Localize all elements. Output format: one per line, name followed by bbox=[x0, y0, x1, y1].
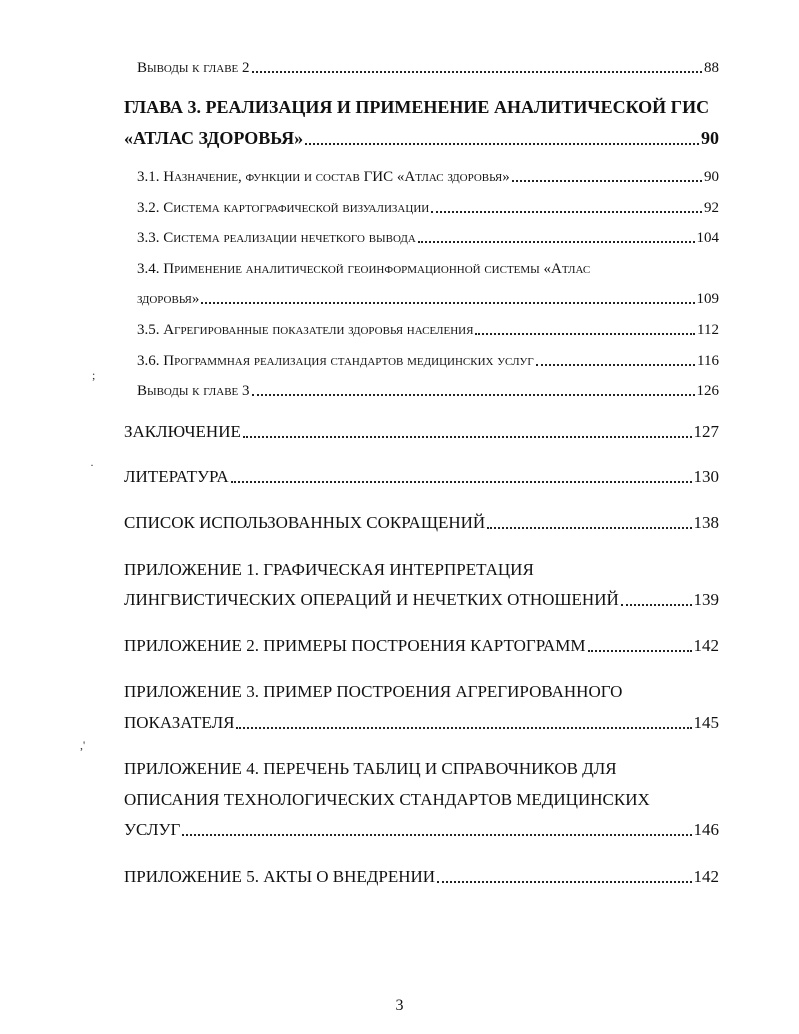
toc-entry-title: 3.2. Система картографической визуализации bbox=[137, 200, 430, 216]
dot-leader bbox=[431, 211, 702, 213]
scan-speck: ,' bbox=[80, 738, 86, 752]
dot-leader bbox=[305, 143, 699, 145]
toc-entry-3-2 bbox=[137, 200, 719, 217]
toc-entry-title: «АТЛАС ЗДОРОВЬЯ» bbox=[124, 128, 304, 148]
toc-entry-page: 130 bbox=[693, 467, 719, 486]
toc-entry-title: здоровья» bbox=[137, 291, 200, 307]
toc-entry-page: 104 bbox=[696, 230, 719, 246]
toc-entry-page: 142 bbox=[693, 867, 719, 886]
toc-entry-app2 bbox=[124, 636, 719, 656]
toc-app3-line1: ПРИЛОЖЕНИЕ 3. ПРИМЕР ПОСТРОЕНИЯ АГРЕГИРОВАННОГО bbox=[124, 682, 623, 701]
toc-entry-title: ПРИЛОЖЕНИЕ 2. ПРИМЕРЫ ПОСТРОЕНИЯ КАРТОГРАММ bbox=[124, 636, 586, 655]
toc-entry-page: 90 bbox=[704, 169, 719, 185]
toc-entry-app3 bbox=[124, 713, 719, 733]
toc-entry-3-1 bbox=[137, 169, 719, 186]
toc-entry-title: ЗАКЛЮЧЕНИЕ bbox=[124, 422, 241, 441]
toc-entry-title: 3.5. Агрегированные показатели здоровья населения bbox=[137, 322, 474, 338]
toc-entry-page: 145 bbox=[693, 713, 719, 732]
toc-entry-title: ЛИНГВИСТИЧЕСКИХ ОПЕРАЦИЙ И НЕЧЕТКИХ ОТНОШЕНИЙ bbox=[124, 590, 619, 609]
dot-leader bbox=[243, 436, 692, 438]
toc-entry-chapter3 bbox=[124, 128, 719, 149]
dot-leader bbox=[182, 834, 691, 836]
toc-entry-3-5 bbox=[137, 322, 719, 339]
dot-leader bbox=[236, 727, 691, 729]
toc-entry-literature bbox=[124, 467, 719, 487]
dot-leader bbox=[475, 333, 695, 335]
toc-entry-title: 3.6. Программная реализация стандартов медицинских услуг bbox=[137, 353, 534, 369]
dot-leader bbox=[536, 364, 695, 366]
dot-leader bbox=[437, 881, 691, 883]
toc-entry-3-4 bbox=[137, 291, 719, 308]
toc-entry-title: ПРИЛОЖЕНИЕ 5. АКТЫ О ВНЕДРЕНИИ bbox=[124, 867, 436, 886]
page-number: 3 bbox=[395, 997, 404, 1014]
toc-entry-page: 90 bbox=[701, 128, 719, 148]
dot-leader bbox=[252, 71, 702, 73]
toc-entry-conclusion bbox=[124, 422, 719, 442]
toc-entry-page: 142 bbox=[693, 636, 719, 655]
toc-app4-line1: ПРИЛОЖЕНИЕ 4. ПЕРЕЧЕНЬ ТАБЛИЦ И СПРАВОЧНИКОВ ДЛЯ bbox=[124, 759, 617, 778]
toc-entry-page: 92 bbox=[704, 200, 719, 216]
toc-entry-ch2-conclusions bbox=[137, 60, 719, 77]
toc-entry-title: ПОКАЗАТЕЛЯ bbox=[124, 713, 235, 732]
dot-leader bbox=[588, 650, 692, 652]
toc-entry-page: 109 bbox=[696, 291, 719, 307]
toc-entry-ch3-conclusions bbox=[137, 383, 719, 400]
toc-entry-page: 116 bbox=[697, 353, 719, 369]
toc-3-4-line1: 3.4. Применение аналитической геоинформационной системы «Атлас bbox=[137, 261, 591, 277]
dot-leader bbox=[418, 241, 695, 243]
toc-entry-app1 bbox=[124, 590, 719, 610]
scan-speck: ; bbox=[92, 368, 96, 382]
dot-leader bbox=[621, 604, 692, 606]
toc-entry-title: УСЛУГ bbox=[124, 820, 181, 839]
toc-entry-page: 139 bbox=[693, 590, 719, 609]
dot-leader bbox=[512, 180, 702, 182]
toc-entry-title: 3.1. Назначение, функции и состав ГИС «Атлас здоровья» bbox=[137, 169, 510, 185]
toc-entry-page: 88 bbox=[704, 60, 719, 76]
toc-chapter3-line1: ГЛАВА 3. РЕАЛИЗАЦИЯ И ПРИМЕНЕНИЕ АНАЛИТИЧЕСКОЙ ГИС bbox=[124, 97, 710, 117]
toc-entry-abbreviations bbox=[124, 513, 719, 533]
toc-app1-line1: ПРИЛОЖЕНИЕ 1. ГРАФИЧЕСКАЯ ИНТЕРПРЕТАЦИЯ bbox=[124, 560, 534, 579]
scan-speck: · bbox=[90, 458, 94, 472]
toc-entry-app5 bbox=[124, 867, 719, 887]
dot-leader bbox=[231, 481, 692, 483]
dot-leader bbox=[487, 527, 691, 529]
toc-entry-app4 bbox=[124, 820, 719, 840]
toc-entry-page: 138 bbox=[693, 513, 719, 532]
toc-entry-3-3 bbox=[137, 230, 719, 247]
toc-entry-page: 146 bbox=[693, 820, 719, 839]
toc-entry-title: Выводы к главе 2 bbox=[137, 60, 250, 76]
toc-entry-page: 126 bbox=[696, 383, 719, 399]
toc-entry-title: Выводы к главе 3 bbox=[137, 383, 250, 399]
toc-entry-title: 3.3. Система реализации нечеткого вывода bbox=[137, 230, 416, 246]
toc-entry-title: СПИСОК ИСПОЛЬЗОВАННЫХ СОКРАЩЕНИЙ bbox=[124, 513, 486, 532]
toc-entry-title: ЛИТЕРАТУРА bbox=[124, 467, 229, 486]
toc-entry-page: 127 bbox=[693, 422, 719, 441]
dot-leader bbox=[201, 302, 694, 304]
dot-leader bbox=[252, 394, 695, 396]
toc-app4-line2: ОПИСАНИЯ ТЕХНОЛОГИЧЕСКИХ СТАНДАРТОВ МЕДИЦИНСКИХ bbox=[124, 790, 650, 809]
toc-entry-3-6 bbox=[137, 353, 719, 370]
toc-entry-page: 112 bbox=[697, 322, 719, 338]
